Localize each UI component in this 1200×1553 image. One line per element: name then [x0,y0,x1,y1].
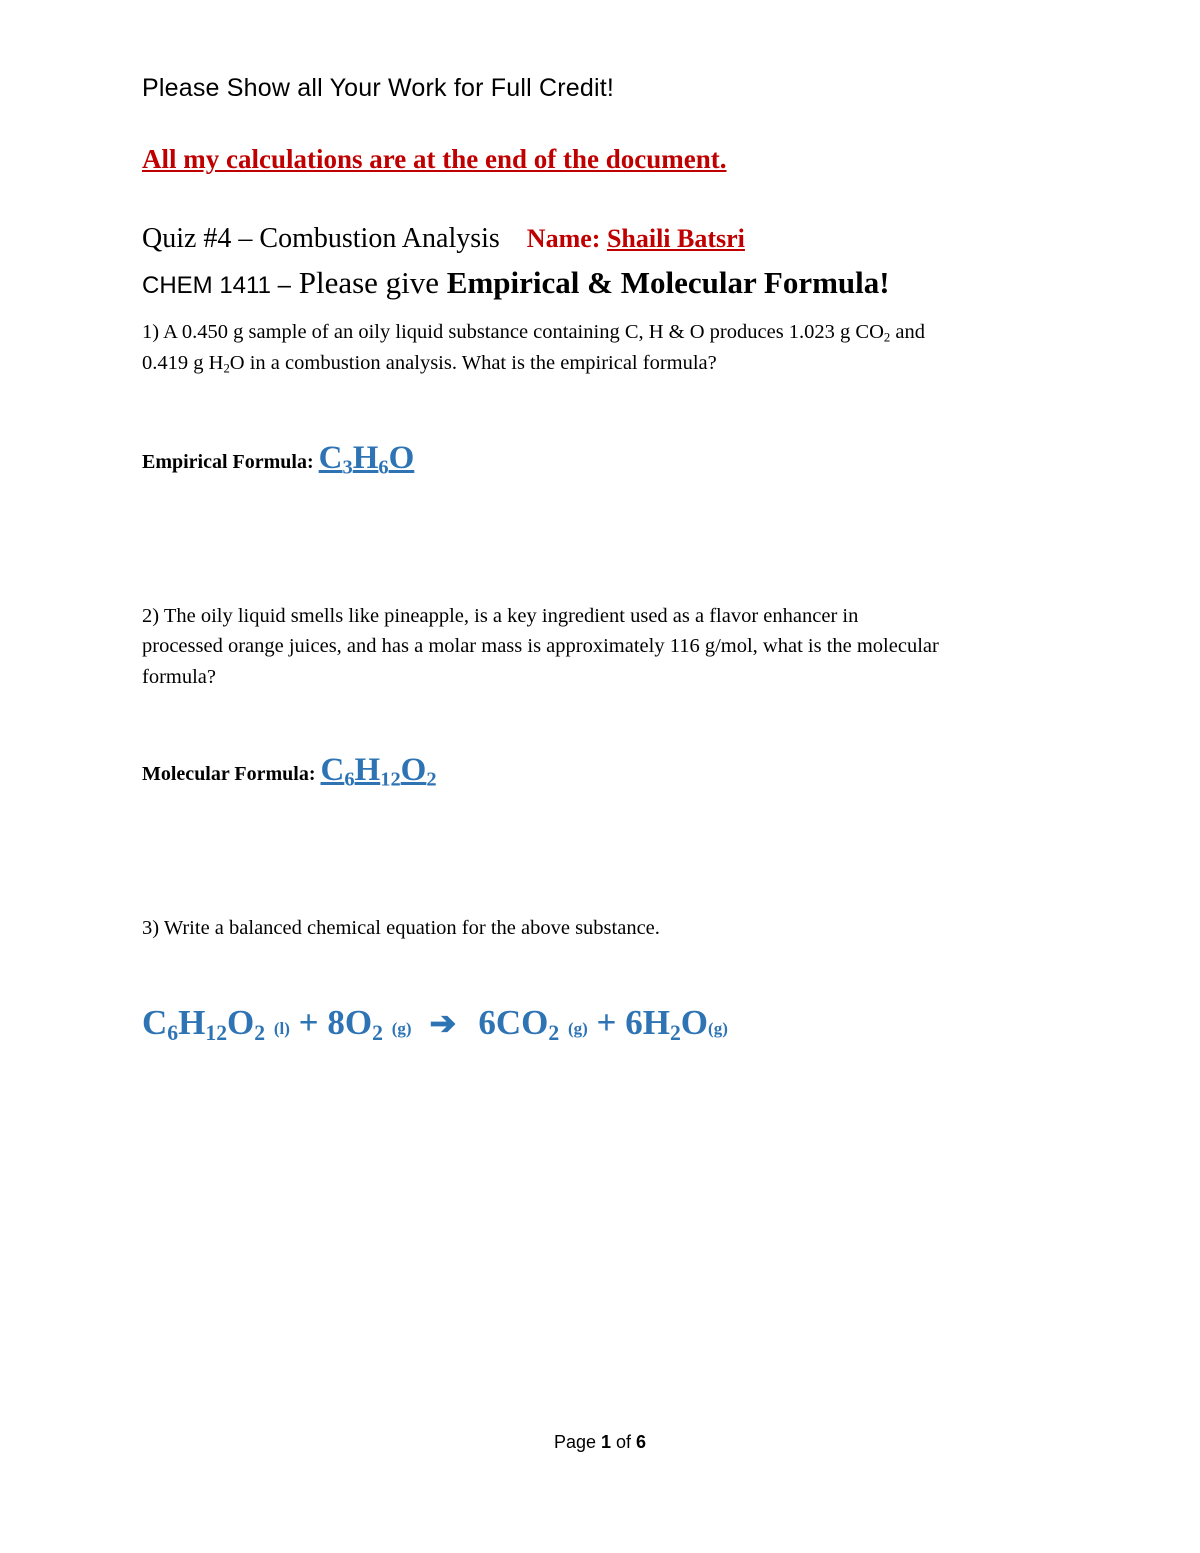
instruction-bold: Empirical & Molecular Formula! [446,265,890,300]
course-code: CHEM 1411 – [142,272,291,299]
empirical-formula-answer [142,440,414,477]
name-label: Name: [526,224,601,253]
instruction-prefix: Please give [298,265,440,300]
question-3-line-1: 3) Write a balanced chemical equation for the above substance. [142,917,660,939]
question-2-line-2: processed orange juices, and has a molar mass is approximately 116 g/mol, what is the molecular [142,635,939,657]
balanced-equation: $C_6H_{12}O_2$ $(l) + 8O_2$ (g) ➔ $6CO_2$ $(g) + 6H_2O(g)$ [142,1003,728,1046]
empirical-formula-value: $C_3H_6O$ [318,440,415,479]
quiz-title: Quiz #4 – Combustion Analysis [142,223,500,254]
page-footer: Page 1 of 6 [553,1432,647,1452]
calculations-note: All my calculations are at the end of the document. [142,144,727,174]
student-name: Shaili Batsri [606,224,745,253]
question-1-line-2: 0.419 g $H_2O$ in a combustion analysis. What is the empirical formula? [142,352,717,376]
question-2-line-3: formula? [142,666,216,688]
course-line [142,265,890,301]
page-header: Please Show all Your Work for Full Credit! [142,74,615,102]
molecular-formula-answer [142,752,437,789]
quiz-title-line [142,223,745,255]
empirical-label: Empirical Formula: [142,451,314,473]
reaction-arrow-icon: ➔ [429,1005,457,1041]
question-2-line-1: 2) The oily liquid smells like pineapple, is a key ingredient used as a flavor enhancer in [142,605,859,627]
molecular-label: Molecular Formula: [142,763,316,785]
question-1-line-1: 1) A 0.450 g sample of an oily liquid substance containing C, H & O produces 1.023 g $CO_2$ and [142,321,925,345]
molecular-formula-value: $C_6H_{12}O_2$ [320,752,437,791]
student-name-block [527,224,745,253]
